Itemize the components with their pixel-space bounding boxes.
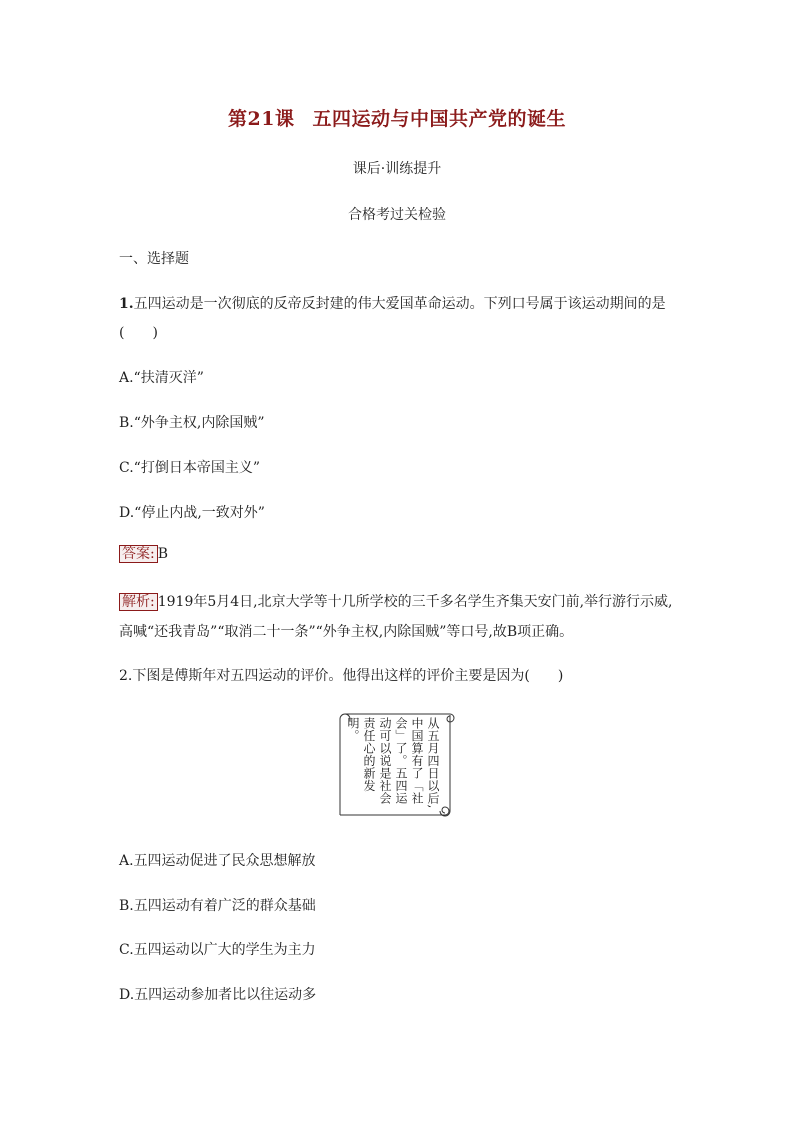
question-2-option-d: D.五四运动参加者比以往运动多 — [119, 987, 317, 1003]
question-1-stem — [119, 293, 666, 313]
analysis-tag: 解析: — [119, 593, 158, 611]
question-1-paren: ( ) — [119, 325, 158, 341]
question-1-option-c: C.“打倒日本帝国主义” — [119, 460, 260, 476]
analysis-text-1: 1919年5月4日,北京大学等十几所学校的三千多名学生齐集天安门前,举行游行示威, — [157, 594, 673, 610]
question-2-stem — [119, 665, 563, 685]
question-1-option-d: D.“停止内战,一致对外” — [119, 505, 265, 521]
part-heading: 一、选择题 — [119, 251, 189, 267]
section-title: 合格考过关检验 — [348, 207, 446, 223]
answer-value: B — [157, 546, 169, 562]
lesson-name: 五四运动与中国共产党的诞生 — [312, 108, 566, 130]
lesson-number: 第21课 — [228, 108, 295, 130]
question-1-text: 五四运动是一次彻底的反帝反封建的伟大爱国革命运动。下列口号属于该运动期间的是 — [133, 296, 666, 312]
question-1-analysis-line-2: 高喊“还我青岛”“取消二十一条”“外争主权,内除国贼”等口号,故B项正确。 — [119, 624, 574, 640]
subtitle: 课后·训练提升 — [352, 161, 442, 177]
question-2-option-b: B.五四运动有着广泛的群众基础 — [119, 898, 316, 914]
question-1-option-b: B.“外争主权,内除国贼” — [119, 415, 265, 431]
lesson-title — [0, 104, 794, 131]
question-1-number: 1. — [119, 296, 134, 312]
question-2-option-c: C.五四运动以广大的学生为主力 — [119, 942, 316, 958]
question-2-text: 下图是傅斯年对五四运动的评价。他得出这样的评价主要是因为( ) — [132, 668, 564, 684]
scroll-figure — [337, 711, 459, 819]
question-1-answer — [119, 545, 168, 563]
question-2-number: 2. — [119, 668, 133, 684]
scroll-quote: 从五月四日以后,中国算有了「社会」了。五四运动可以说是社会责任心的新发明。 — [346, 717, 440, 809]
question-2-option-a: A.五四运动促进了民众思想解放 — [119, 853, 316, 869]
question-1-option-a: A.“扶清灭洋” — [119, 370, 204, 386]
question-1-analysis-line-1 — [119, 591, 673, 611]
answer-tag: 答案: — [119, 545, 158, 563]
